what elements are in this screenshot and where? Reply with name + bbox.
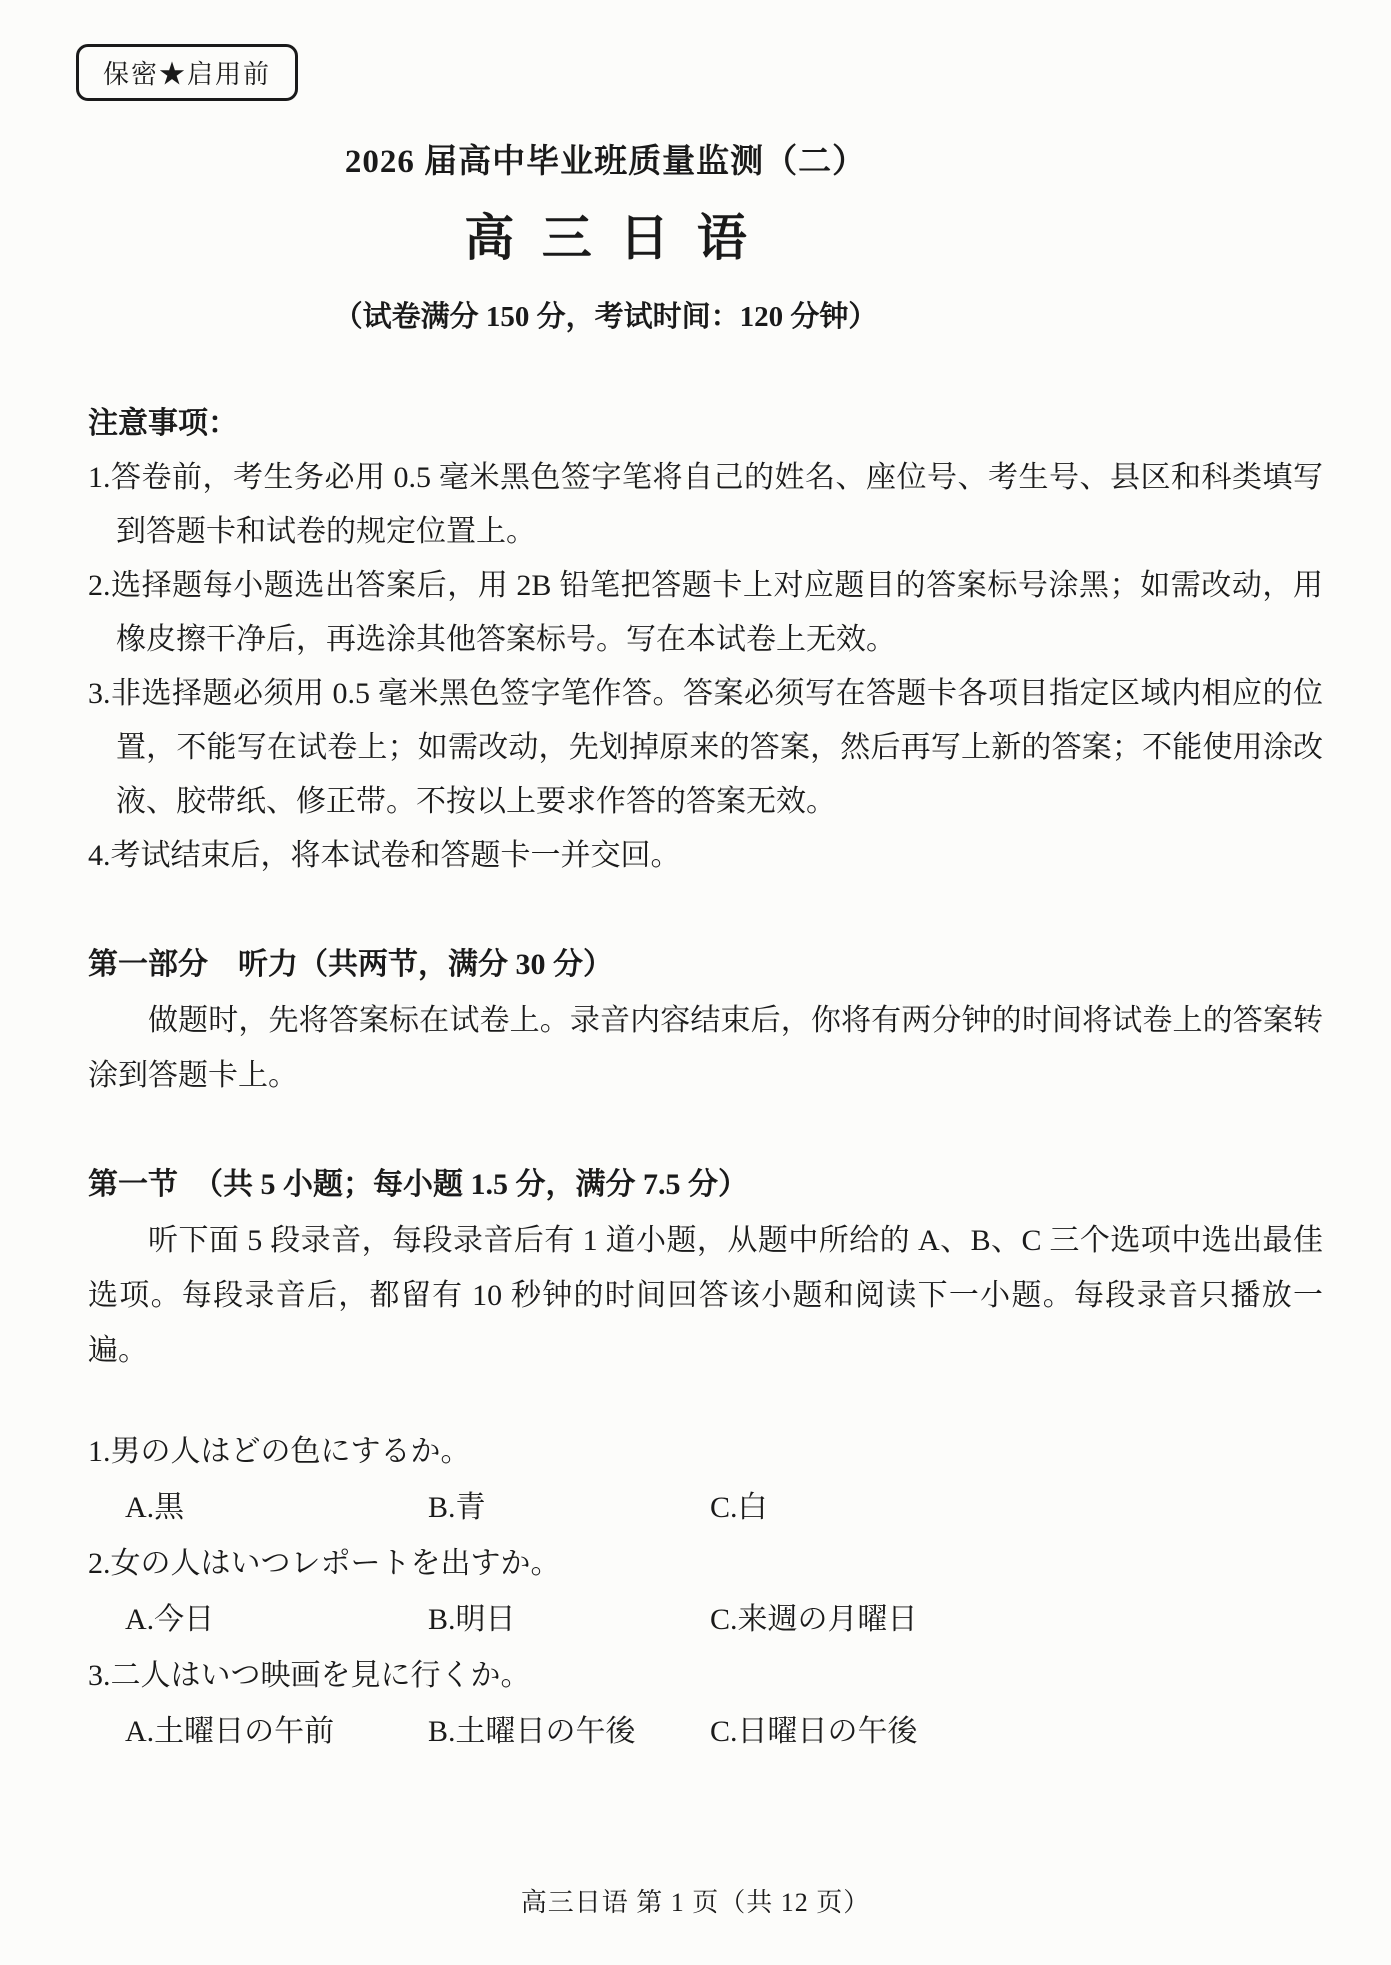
question-1-option-a: A.黒	[125, 1491, 185, 1524]
question-1	[88, 1424, 1323, 1536]
section1-heading: 第一节 （共 5 小题；每小题 1.5 分，满分 7.5 分）	[88, 1168, 748, 1201]
question-1-option-c: C.白	[710, 1491, 768, 1524]
question-3-text: 3.二人はいつ映画を見に行くか。	[88, 1659, 531, 1692]
notice-item-4: 4.考试结束后，将本试卷和答题卡一并交回。	[88, 839, 681, 872]
question-3-option-b: B.土曜日の午後	[428, 1715, 636, 1748]
subject-title: 高三日语	[464, 209, 775, 267]
question-1-option-b: B.青	[428, 1491, 486, 1524]
question-2-text: 2.女の人はいつレポートを出すか。	[88, 1547, 561, 1580]
question-list	[88, 1424, 1323, 1760]
question-2-options	[88, 1592, 1323, 1648]
section1-intro: 听下面 5 段录音，每段录音后有 1 道小题，从题中所给的 A、B、C 三个选项中选出最佳选项。每段录音后，都留有 10 秒钟的时间回答该小题和阅读下一小题。每段录音只播放一遍。	[88, 1224, 1323, 1367]
question-1-options	[88, 1480, 1323, 1536]
question-2-option-b: B.明日	[428, 1603, 516, 1636]
question-3	[88, 1648, 1323, 1760]
question-3-option-a: A.土曜日の午前	[125, 1715, 335, 1748]
question-2-option-a: A.今日	[125, 1603, 215, 1636]
notices-list	[88, 451, 1323, 883]
exam-info: （试卷满分 150 分，考试时间：120 分钟）	[333, 301, 878, 333]
question-3-options	[88, 1704, 1323, 1760]
notices-heading: 注意事项：	[88, 407, 238, 440]
question-1-text: 1.男の人はどの色にするか。	[88, 1435, 471, 1468]
notice-item-1: 1.答卷前，考生务必用 0.5 毫米黑色签字笔将自己的姓名、座位号、考生号、县区和科类填写到答题卡和试卷的规定位置上。	[88, 461, 1323, 548]
question-2	[88, 1536, 1323, 1648]
notice-item-3: 3.非选择题必须用 0.5 毫米黑色签字笔作答。答案必须写在答题卡各项目指定区域内相应的位置，不能写在试卷上；如需改动，先划掉原来的答案，然后再写上新的答案；不能使用涂改液、胶带纸、修正带。不按以上要求作答的答案无效。	[88, 677, 1323, 818]
page-footer: 高三日语 第 1 页（共 12 页）	[520, 1888, 871, 1917]
notice-item-2: 2.选择题每小题选出答案后，用 2B 铅笔把答题卡上对应题目的答案标号涂黑；如需改动，用橡皮擦干净后，再选涂其他答案标号。写在本试卷上无效。	[88, 569, 1323, 656]
part1-heading: 第一部分 听力（共两节，满分 30 分）	[88, 948, 613, 981]
security-badge: 保密★启用前	[76, 44, 298, 101]
part1-intro: 做题时，先将答案标在试卷上。录音内容结束后，你将有两分钟的时间将试卷上的答案转涂到答题卡上。	[88, 1004, 1323, 1092]
question-2-option-c: C.来週の月曜日	[710, 1603, 918, 1636]
question-3-option-c: C.日曜日の午後	[710, 1715, 918, 1748]
exam-header	[0, 135, 1223, 335]
exam-title: 2026 届高中毕业班质量监测（二）	[344, 144, 867, 180]
